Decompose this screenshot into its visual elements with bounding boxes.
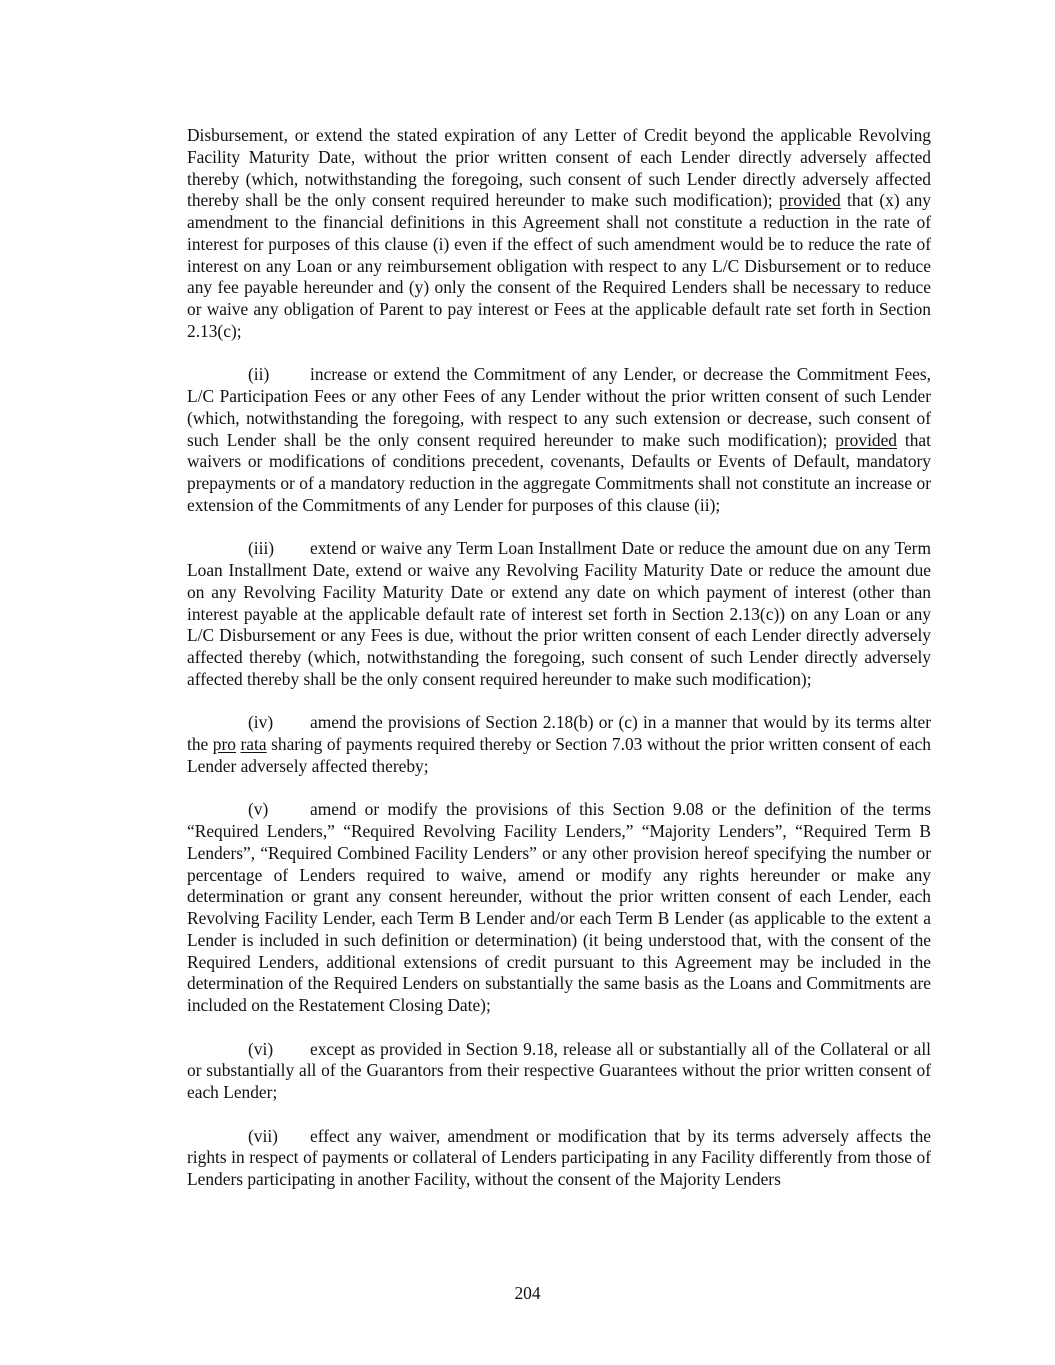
- clause-v: [187, 799, 931, 1017]
- clause-iii: [187, 538, 931, 690]
- clause-ii: [187, 364, 931, 516]
- clause-number: (ii): [248, 364, 270, 385]
- clause-number: (iii): [248, 538, 275, 559]
- underlined-term: provided: [778, 190, 841, 211]
- page-number: 204: [514, 1283, 541, 1303]
- paragraph-text: sharing of payments required thereby or Section 7.03 without the prior written consent of each Lender adversely affected thereby;: [187, 734, 931, 776]
- clause-number: (vi): [248, 1038, 274, 1059]
- paragraph-text: that (x) any amendment to the financial definitions in this Agreement shall not constitute a reduction in the rate of interest for purposes of this clause (i) even if the effect of such amendment would be to reduce the rate of interest on any Loan or any reimbursement obligation with respect to any L/C Disbursement or to reduce any fee payable hereunder and (y) only the consent of the Required Lenders shall be necessary to reduce or waive any obligation of Parent to pay interest or Fees at the applicable default rate set forth in Section 2.13(c);: [187, 190, 931, 341]
- clause-vii: [187, 1126, 931, 1191]
- paragraph-text: extend or waive any Term Loan Installment Date or reduce the amount due on any Term Loan Installment Date, extend or waive any Revolving Facility Maturity Date or reduce the amount due on any Revolving Facility Maturity Date or extend any date on which payment of interest (other than interest payable at the applicable default rate of interest set forth in Section 2.13(c)) on any Loan or any L/C Disbursement or any Fees is due, without the prior written consent of each Lender directly adversely affected thereby (which, notwithstanding the foregoing, such consent of such Lender directly adversely affected thereby shall be the only consent required hereunder to make such modification);: [187, 538, 931, 689]
- clause-iv: [187, 712, 931, 777]
- paragraph-text: amend the provisions of Section 2.18(b) or (c) in a manner that would by its terms alter the: [187, 712, 931, 754]
- clause-number: (iv): [248, 712, 274, 733]
- paragraph-text: Disbursement, or extend the stated expiration of any Letter of Credit beyond the applicable Revolving Facility Maturity Date, without the prior written consent of each Lender directly adversely affected thereby (which, notwithstanding the foregoing, such consent of such Lender directly adversely affected thereby shall be the only consent required hereunder to make such modification);: [187, 125, 931, 211]
- paragraph-text: except as provided in Section 9.18, release all or substantially all of the Collateral or all or substantially all of the Guarantors from their respective Guarantees without the prior written consent of each Lender;: [187, 1038, 931, 1102]
- underlined-term: provided: [835, 429, 898, 450]
- body-text: [187, 125, 931, 1213]
- paragraph-text: amend or modify the provisions of this Section 9.08 or the definition of the terms “Required Lenders,” “Required Revolving Facility Lenders,” “Majority Lenders”, “Required Term B Lenders”, “Required Combined Facility Lenders” or any other provision hereof specifying the number or percentage of Lenders required to waive, amend or modify any rights hereunder or make any determination or grant any consent hereunder, without the prior written consent of each Lender, each Revolving Facility Lender, each Term B Lender and/or each Term B Lender (as applicable to the extent a Lender is included in such definition or determination) (it being understood that, with the consent of the Required Lenders, additional extensions of credit pursuant to this Agreement may be included in the determination of the Required Lenders on substantially the same basis as the Loans and Commitments are included on the Restatement Closing Date);: [187, 799, 931, 1015]
- clause-number: (vii): [248, 1125, 278, 1146]
- clause-vi: [187, 1039, 931, 1104]
- paragraph-text: increase or extend the Commitment of any Lender, or decrease the Commitment Fees, L/C Participation Fees or any other Fees of any Lender without the prior written consent of such Lender (which, notwithstanding the foregoing, with respect to any such extension or decrease, such consent of such Lender shall be the only consent required hereunder to make such modification);: [187, 364, 931, 450]
- underlined-term: rata: [240, 734, 267, 754]
- clause-number: (v): [248, 799, 269, 820]
- paragraph-i-continuation: [187, 125, 931, 343]
- paragraph-text: effect any waiver, amendment or modification that by its terms adversely affects the rights in respect of payments or collateral of Lenders participating in any Facility differently from those of Lenders participating in another Facility, without the consent of the Majority Lenders: [187, 1125, 931, 1189]
- paragraph-text: that waivers or modifications of conditions precedent, covenants, Defaults or Events of Default, mandatory prepayments or of a mandatory reduction in the aggregate Commitments shall not constitute an increase or extension of the Commitments of any Lender for purposes of this clause (ii);: [187, 429, 931, 515]
- underlined-term: pro: [212, 734, 236, 754]
